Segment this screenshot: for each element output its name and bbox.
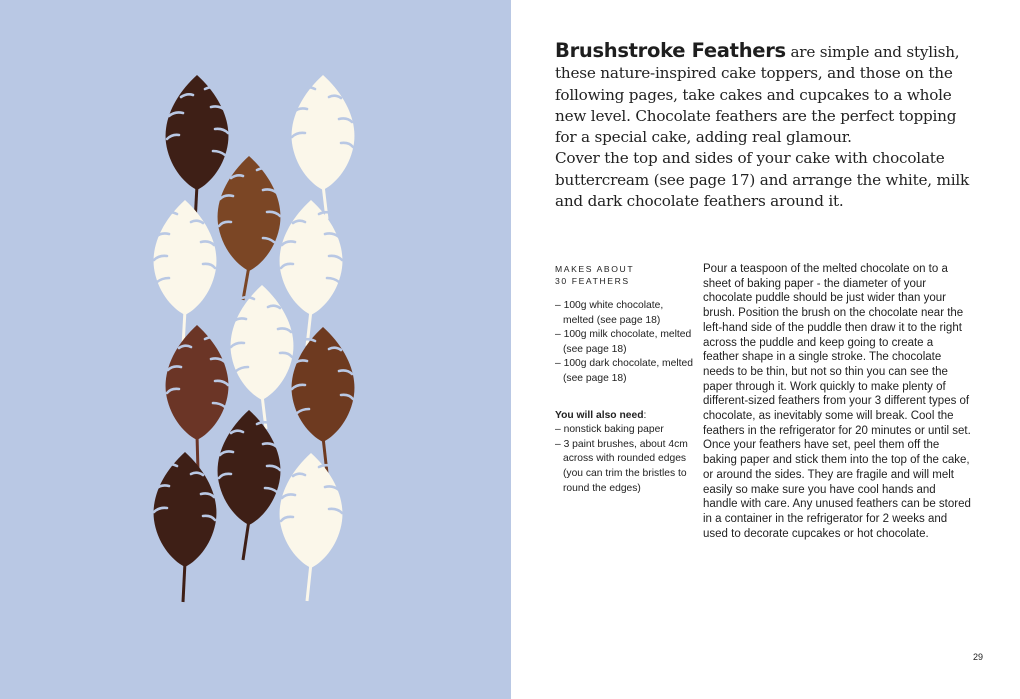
feather-dark (154, 452, 217, 602)
intro-text-2: Cover the top and sides of your cake with chocolate buttercream (see page 17) and arrange the white, milk and dark chocolate feathers around it. (555, 149, 970, 211)
yield-line-1: MAKES ABOUT (555, 264, 635, 274)
equipment-heading-text: You will also need (555, 409, 644, 421)
recipe-page (511, 0, 1020, 699)
ingredient-item: – 100g dark chocolate, melted (see page 18) (555, 358, 693, 384)
equipment-item: – 3 paint brushes, about 4cm across with rounded edges (you can trim the bristles to round the edges) (555, 438, 688, 494)
feather-white (292, 75, 355, 219)
ingredient-item: – 100g milk chocolate, melted (see page 18) (555, 329, 692, 355)
intro-paragraph (555, 40, 975, 212)
yield-label (555, 263, 693, 287)
page-number: 29 (973, 652, 984, 662)
feather-white (280, 453, 343, 601)
feather-white (231, 285, 294, 429)
method-paragraph-1: Pour a teaspoon of the melted chocolate on to a sheet of baking paper - the diameter of your chocolate puddle should be just wider than your brush. Position the brush on the chocolate near the left-hand side of the puddle then draw it to the right across the puddle and keep going to create a feather shape in a single stroke. The chocolate needs to be thin, but not so thin you can see the paper through it. Work quickly to make plenty of different-sized feathers from your 3 different types of chocolate, as inevitably some will break. Cool the feathers in the refrigerator for 20 minutes or until set. (703, 263, 971, 437)
equipment-item: – nonstick baking paper (555, 424, 664, 436)
ingredient-item: – 100g white chocolate, melted (see page 18) (555, 300, 664, 326)
feather-white (154, 200, 217, 346)
recipe-title: Brushstroke Feathers (555, 39, 786, 62)
feather-milk (292, 327, 355, 473)
yield-line-2: 30 FEATHERS (555, 276, 630, 286)
ingredients-column (555, 263, 693, 496)
feather-reddish (166, 325, 229, 471)
equipment-heading-colon: : (643, 409, 647, 421)
method-paragraph-2: Once your feathers have set, peel them off the baking paper and stick them into the top of the cake, or around the sides. They are fragile and will melt easily so make sure you have cool hands and handle with care. Any unused feathers can be stored in a container in the refrigerator for 2 weeks and used to decorate cupcakes or hot chocolate. (703, 439, 971, 540)
feather-milk (218, 156, 281, 300)
equipment-heading (555, 409, 693, 424)
intro-text: are simple and stylish, these nature-inspired cake toppers, and those on the following pages, take cakes and cupcakes to a whole new level. Chocolate feathers are the perfect topping for a special cake, adding real glamour. (555, 43, 960, 147)
method-text (703, 262, 971, 541)
feather-dark (218, 410, 281, 560)
feather-dark (166, 75, 229, 223)
